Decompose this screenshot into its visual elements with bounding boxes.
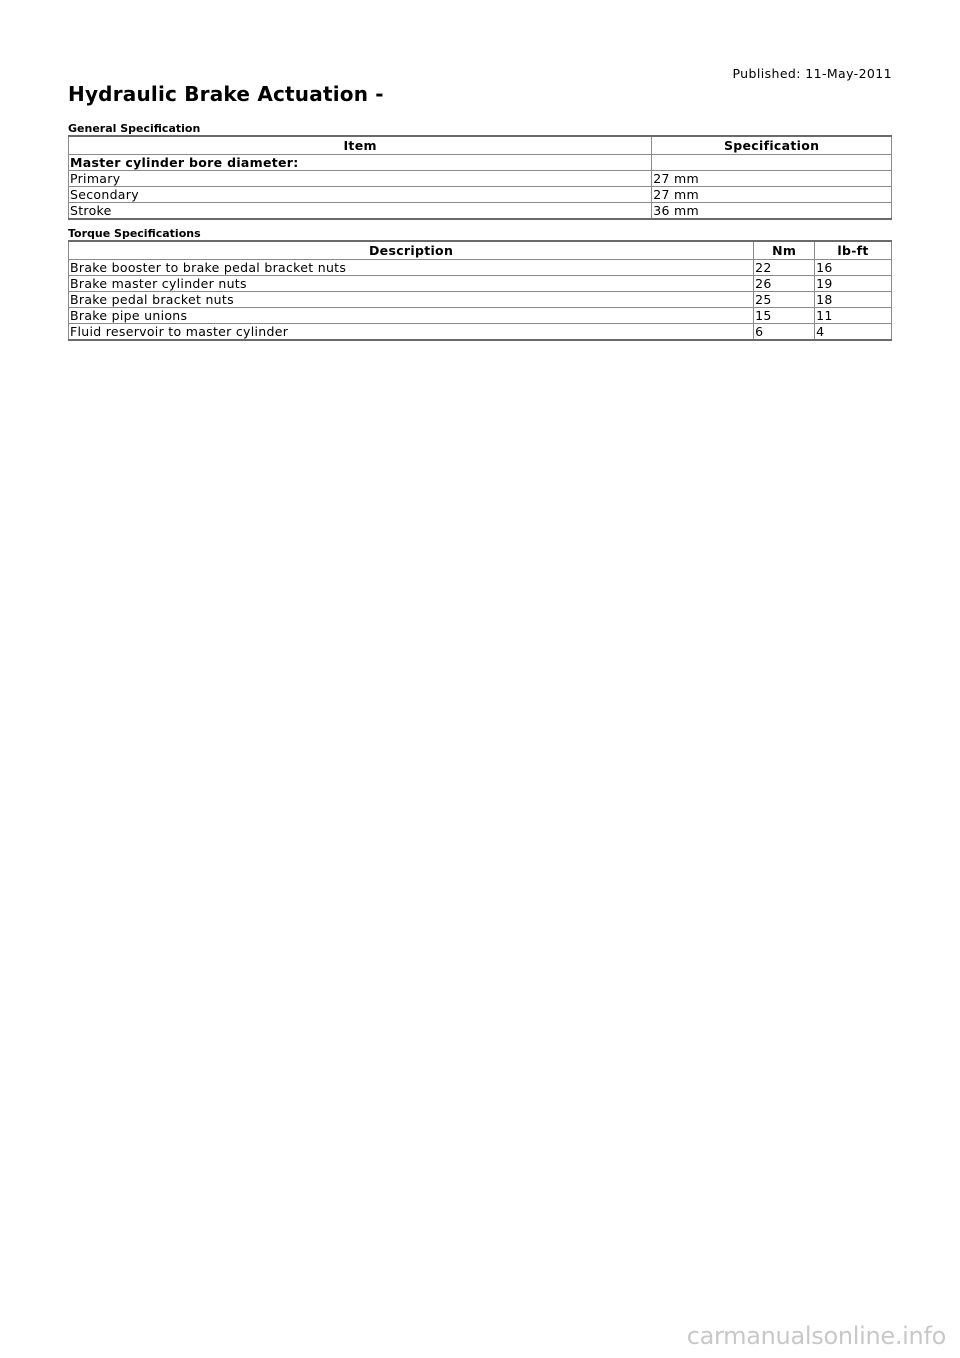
item-cell: Primary (69, 171, 652, 187)
column-header-specification: Specification (652, 136, 892, 155)
table-row (69, 276, 892, 292)
spec-cell: 27 mm (652, 187, 892, 203)
table-header-row (69, 136, 892, 155)
column-header-nm: Nm (754, 241, 815, 260)
empty-cell (652, 155, 892, 171)
column-header-item: Item (69, 136, 652, 155)
group-label-master-cylinder: Master cylinder bore diameter: (69, 155, 652, 171)
table-header-row (69, 241, 892, 260)
description-cell: Brake master cylinder nuts (69, 276, 754, 292)
lbft-cell: 18 (815, 292, 892, 308)
table-row (69, 171, 892, 187)
general-specification-heading: General Specification (68, 122, 201, 135)
general-specification-table (68, 135, 892, 220)
table-row (69, 324, 892, 341)
column-header-lbft: lb-ft (815, 241, 892, 260)
page-title: Hydraulic Brake Actuation - (68, 82, 384, 106)
spec-cell: 27 mm (652, 171, 892, 187)
column-header-description: Description (69, 241, 754, 260)
table-row (69, 203, 892, 220)
nm-cell: 25 (754, 292, 815, 308)
description-cell: Brake pedal bracket nuts (69, 292, 754, 308)
description-cell: Brake pipe unions (69, 308, 754, 324)
table-row-group (69, 155, 892, 171)
table-row (69, 308, 892, 324)
nm-cell: 26 (754, 276, 815, 292)
description-cell: Fluid reservoir to master cylinder (69, 324, 754, 341)
description-cell: Brake booster to brake pedal bracket nuts (69, 260, 754, 276)
table-row (69, 260, 892, 276)
nm-cell: 6 (754, 324, 815, 341)
torque-specifications-heading: Torque Specifications (68, 227, 201, 240)
watermark: carmanualsonline.info (686, 1322, 946, 1350)
item-cell: Secondary (69, 187, 652, 203)
nm-cell: 22 (754, 260, 815, 276)
lbft-cell: 19 (815, 276, 892, 292)
table-row (69, 292, 892, 308)
item-cell: Stroke (69, 203, 652, 220)
table-row (69, 187, 892, 203)
lbft-cell: 4 (815, 324, 892, 341)
spec-cell: 36 mm (652, 203, 892, 220)
published-date: Published: 11-May-2011 (732, 66, 892, 81)
lbft-cell: 11 (815, 308, 892, 324)
lbft-cell: 16 (815, 260, 892, 276)
torque-specifications-table (68, 240, 892, 341)
nm-cell: 15 (754, 308, 815, 324)
